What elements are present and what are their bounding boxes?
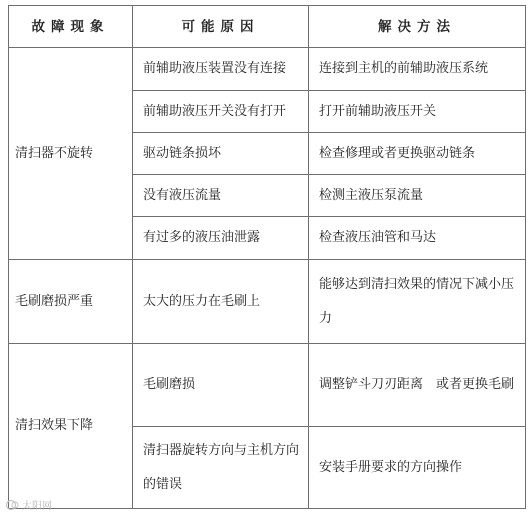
cause-cell: 毛刷磨损 [133,344,309,427]
table-row [9,344,526,427]
cause-cell: 有过多的液压油泄露 [133,217,309,260]
solution-cell: 检查修理或者更换驱动链条 [309,133,526,175]
solution-cell: 连接到主机的前辅助液压系统 [309,48,526,91]
symptom-cell: 清扫器不旋转 [9,48,133,260]
symptom-cell: 清扫效果下降 [9,344,133,509]
watermark-text: 太阳网 [22,501,52,512]
solution-cell: 打开前辅助液压开关 [309,91,526,133]
symptom-cell: 毛刷磨损严重 [9,260,133,344]
cause-cell: 太大的压力在毛刷上 [133,260,309,344]
watermark-logo-icon [6,499,19,511]
cause-cell: 没有液压流量 [133,175,309,217]
cause-cell: 前辅助液压开关没有打开 [133,91,309,133]
solution-cell: 能够达到清扫效果的情况下减小压力 [309,260,526,344]
solution-cell: 安装手册要求的方向操作 [309,427,526,509]
header-row [9,6,526,48]
table-row [9,260,526,344]
solution-cell: 检查液压油管和马达 [309,217,526,260]
cause-cell: 清扫器旋转方向与主机方向的错误 [133,427,309,509]
solution-cell: 检测主液压泵流量 [309,175,526,217]
header-cause: 可能原因 [133,6,309,48]
cause-cell: 驱动链条损坏 [133,133,309,175]
header-solution: 解决方法 [309,6,526,48]
table-row [9,48,526,91]
solution-cell: 调整铲斗刀刃距离 或者更换毛刷 [309,344,526,427]
fault-table [8,5,526,509]
watermark [6,497,52,512]
header-symptom: 故障现象 [9,6,133,48]
cause-cell: 前辅助液压装置没有连接 [133,48,309,91]
